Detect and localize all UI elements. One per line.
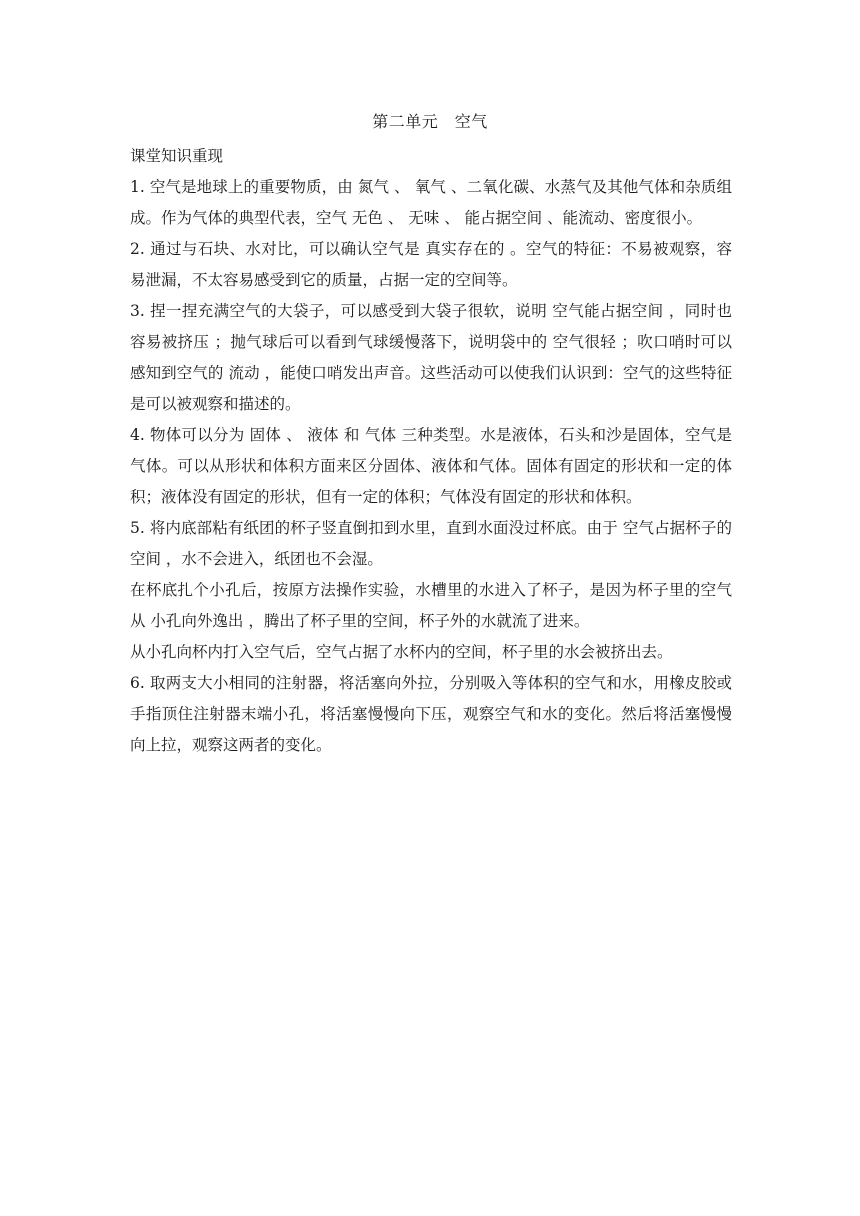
paragraph-5-continued-b: 从小孔向杯内打入空气后，空气占据了水杯内的空间，杯子里的水会被挤出去。 xyxy=(130,643,673,661)
page-title: 第二单元 空气 xyxy=(372,112,488,131)
paragraph-3: 3. 捏一捏充满空气的大袋子，可以感受到大袋子很软，说明 空气能占据空间 ，同时也 容易被挤压 ；抛气球后可以看到气球缓慢落下，说明袋中的 空气很轻 ；吹口哨时可以感知到空气的 流动 ，能使口哨发出声音。这些活动可以使我们认识到：空气的这些特征是可以被观察和描述的。 xyxy=(130,302,732,413)
section-heading: 课堂知识重现 xyxy=(130,147,224,165)
paragraph-4: 4. 物体可以分为 固体 、 液体 和 气体 三种类型。水是液体，石头和沙是固体，空气是气体。可以从形状和体积方面来区分固体、液体和气体。固体有固定的形状和一定的体积；液体没有固定的形状，但有一定的体积；气体没有固定的形状和体积。 xyxy=(130,426,732,506)
paragraph-6: 6. 取两支大小相同的注射器，将活塞向外拉，分别吸入等体积的空气和水，用橡皮胶或手指顶住注射器末端小孔，将活塞慢慢向下压，观察空气和水的变化。然后将活塞慢慢向上拉，观察这两者的变化。 xyxy=(130,674,732,754)
paragraph-1: 1. 空气是地球上的重要物质，由 氮气 、 氧气 、二氧化碳、水蒸气及其他气体和杂质组成。作为气体的典型代表，空气 无色 、 无味 、 能占据空间 、能流动、密度很小。 xyxy=(130,178,732,227)
paragraph-5-continued-a: 在杯底扎个小孔后，按原方法操作实验，水槽里的水进入了杯子，是因为杯子里的空气从 小孔向外逸出 ，腾出了杯子里的空间，杯子外的水就流了进来。 xyxy=(130,581,732,630)
paragraph-2: 2. 通过与石块、水对比，可以确认空气是 真实存在的 。空气的特征：不易被观察，容易泄漏，不太容易感受到它的质量，占据一定的空间等。 xyxy=(130,240,732,289)
paragraph-5: 5. 将内底部粘有纸团的杯子竖直倒扣到水里，直到水面没过杯底。由于 空气占据杯子的空间 ，水不会进入，纸团也不会湿。 xyxy=(130,519,732,568)
document-body xyxy=(130,141,732,761)
